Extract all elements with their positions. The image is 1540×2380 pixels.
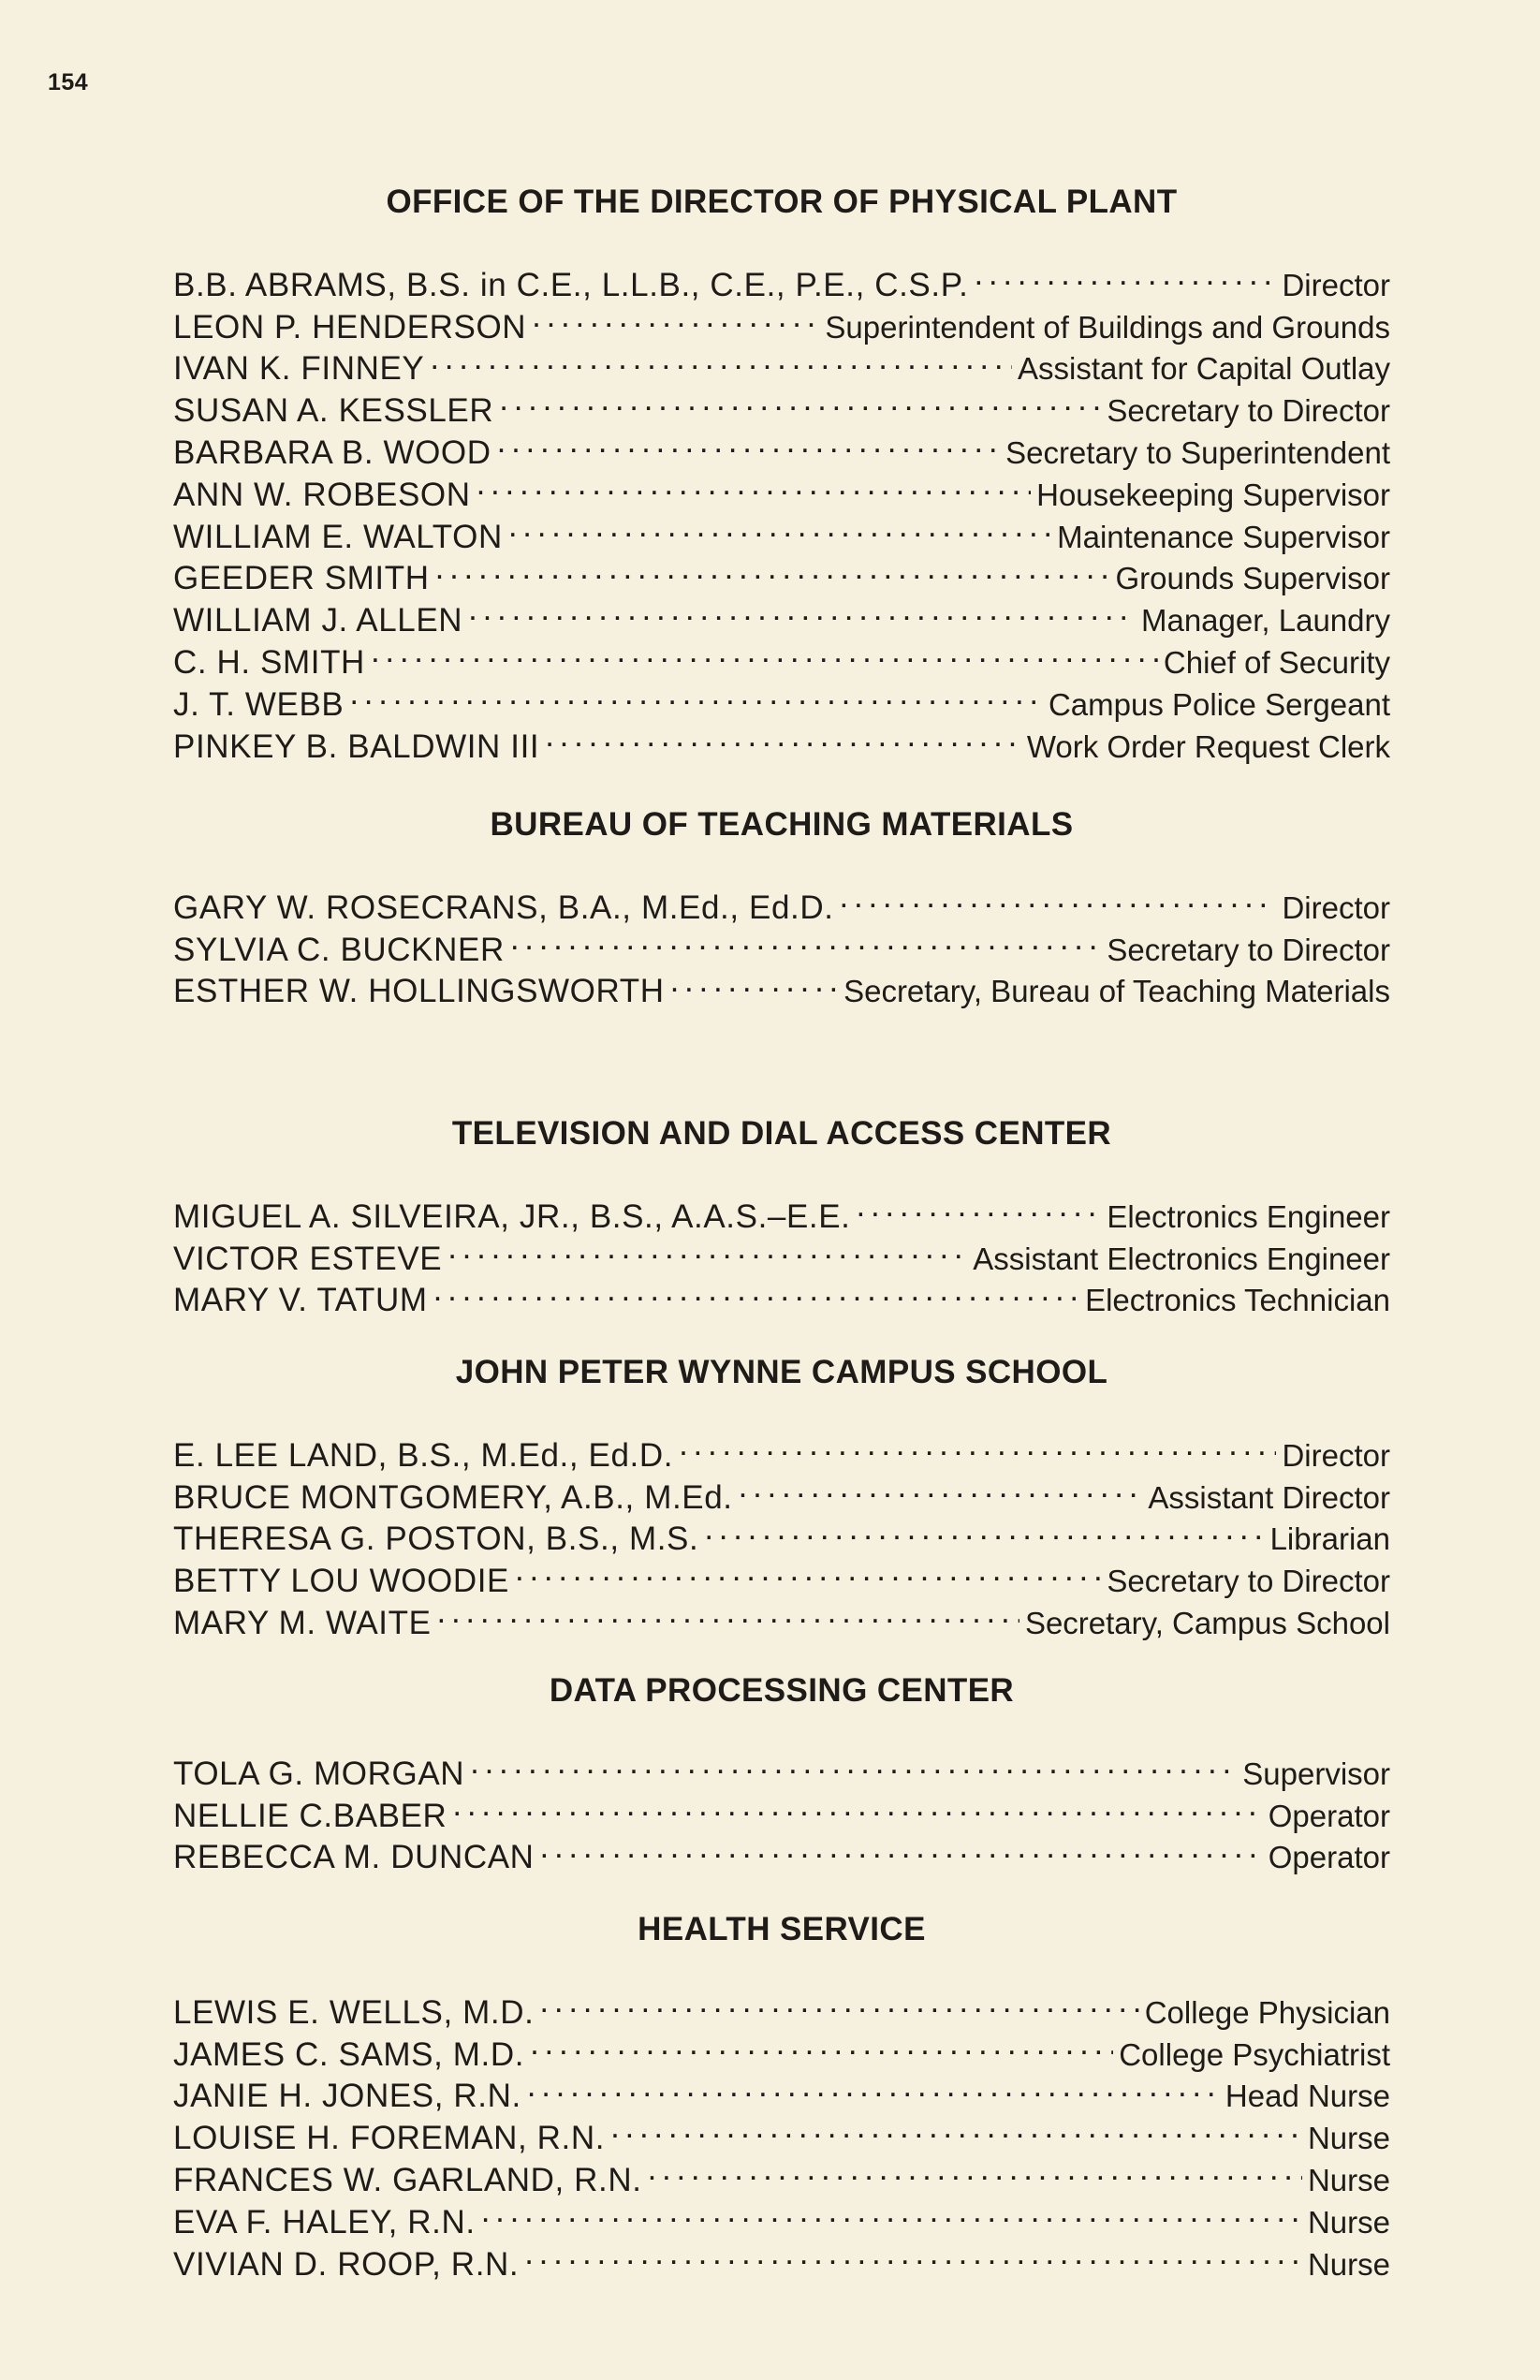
- dot-leader: [508, 506, 1051, 548]
- position-title: Operator: [1268, 1840, 1390, 1875]
- person-name: B.B. ABRAMS, B.S. in C.E., L.L.B., C.E., P.E., C.S.P.: [173, 266, 969, 303]
- person-name: ANN W. ROBESON: [173, 476, 471, 513]
- person-name: VICTOR ESTEVE: [173, 1240, 443, 1277]
- section-physical-plant: [173, 183, 1390, 765]
- person-name: MARY V. TATUM: [173, 1282, 428, 1319]
- dot-leader: [527, 2065, 1220, 2108]
- position-title: Secretary, Bureau of Teaching Materials: [843, 974, 1390, 1009]
- directory-entry: [173, 254, 1390, 303]
- person-name: GARY W. ROSECRANS, B.A., M.Ed., Ed.D.: [173, 889, 834, 926]
- person-name: JAMES C. SAMS, M.D.: [173, 2035, 525, 2073]
- person-name: J. T. WEBB: [173, 685, 345, 723]
- person-name: FRANCES W. GARLAND, R.N.: [173, 2161, 642, 2198]
- person-name: BARBARA B. WOOD: [173, 433, 491, 471]
- person-name: REBECCA M. DUNCAN: [173, 1839, 535, 1876]
- dot-leader: [470, 1742, 1237, 1785]
- dot-leader: [371, 631, 1158, 673]
- dot-leader: [545, 715, 1021, 757]
- dot-leader: [539, 1981, 1138, 2023]
- position-title: Librarian: [1269, 1521, 1390, 1557]
- position-title: College Psychiatrist: [1119, 2036, 1390, 2072]
- person-name: VIVIAN D. ROOP, R.N.: [173, 2245, 520, 2283]
- position-title: Work Order Request Clerk: [1026, 728, 1390, 764]
- person-name: IVAN K. FINNEY: [173, 350, 425, 388]
- directory-entry: [173, 876, 1390, 926]
- directory-entry: [173, 1185, 1390, 1235]
- person-name: LEON P. HENDERSON: [173, 308, 527, 345]
- person-name: NELLIE C.BABER: [173, 1797, 447, 1834]
- dot-leader: [433, 1270, 1079, 1312]
- section-television-center: [173, 1114, 1390, 1319]
- dot-leader: [739, 1466, 1143, 1508]
- person-name: SYLVIA C. BUCKNER: [173, 931, 505, 968]
- person-name: EVA F. HALEY, R.N.: [173, 2203, 476, 2240]
- dot-leader: [349, 673, 1043, 715]
- dot-leader: [610, 2107, 1302, 2149]
- dot-leader: [497, 421, 1000, 463]
- dot-leader: [670, 961, 838, 1003]
- person-name: GEEDER SMITH: [173, 560, 430, 597]
- dot-leader: [530, 2023, 1113, 2065]
- dot-leader: [452, 1785, 1262, 1827]
- position-title: Supervisor: [1242, 1756, 1390, 1791]
- position-title: Superintendent of Buildings and Grounds: [825, 309, 1390, 345]
- person-name: BRUCE MONTGOMERY, A.B., M.Ed.: [173, 1478, 733, 1516]
- position-title: Secretary to Director: [1107, 932, 1390, 967]
- entry-list: [173, 254, 1390, 765]
- position-title: Nurse: [1307, 2204, 1390, 2240]
- position-title: Chief of Security: [1163, 644, 1390, 680]
- section-title: TELEVISION AND DIAL ACCESS CENTER: [451, 1115, 1112, 1152]
- dot-leader: [447, 1227, 967, 1270]
- entry-list: [173, 1981, 1390, 2283]
- dot-leader: [435, 548, 1110, 590]
- person-name: PINKEY B. BALDWIN III: [173, 727, 540, 765]
- section-data-processing: [173, 1671, 1390, 1876]
- position-title: Secretary to Superintendent: [1005, 434, 1390, 470]
- position-title: Campus Police Sergeant: [1048, 686, 1390, 722]
- position-title: Secretary to Director: [1107, 393, 1390, 429]
- person-name: SUSAN A. KESSLER: [173, 392, 494, 430]
- section-title: DATA PROCESSING CENTER: [549, 1672, 1015, 1709]
- position-title: Housekeeping Supervisor: [1036, 477, 1390, 512]
- dot-leader: [679, 1424, 1276, 1466]
- entry-list: [173, 1424, 1390, 1641]
- person-name: LOUISE H. FOREMAN, R.N.: [173, 2120, 606, 2157]
- section-health-service: [173, 1910, 1390, 2283]
- section-title: BUREAU OF TEACHING MATERIALS: [490, 806, 1074, 843]
- section-teaching-materials: [173, 805, 1390, 1010]
- dot-leader: [515, 1550, 1101, 1592]
- dot-leader: [477, 463, 1032, 506]
- section-title: HEALTH SERVICE: [638, 1911, 926, 1947]
- dot-leader: [499, 379, 1101, 421]
- directory-entry: [173, 1981, 1390, 2031]
- position-title: Nurse: [1307, 2162, 1390, 2197]
- person-name: MARY M. WAITE: [173, 1604, 432, 1641]
- person-name: WILLIAM J. ALLEN: [173, 602, 463, 639]
- person-name: WILLIAM E. WALTON: [173, 518, 503, 555]
- position-title: College Physician: [1144, 1994, 1390, 2030]
- person-name: TOLA G. MORGAN: [173, 1755, 465, 1792]
- person-name: LEWIS E. WELLS, M.D.: [173, 1993, 535, 2031]
- position-title: Director: [1282, 267, 1390, 302]
- position-title: Director: [1282, 889, 1390, 925]
- entry-list: [173, 876, 1390, 1010]
- dot-leader: [468, 589, 1136, 631]
- dot-leader: [540, 1827, 1263, 1869]
- person-name: E. LEE LAND, B.S., M.Ed., Ed.D.: [173, 1436, 674, 1474]
- position-title: Secretary to Director: [1107, 1564, 1390, 1599]
- position-title: Electronics Engineer: [1107, 1198, 1390, 1234]
- position-title: Electronics Technician: [1085, 1283, 1390, 1318]
- position-title: Head Nurse: [1225, 2079, 1390, 2114]
- dot-leader: [437, 1592, 1019, 1634]
- position-title: Nurse: [1307, 2121, 1390, 2156]
- section-title: OFFICE OF THE DIRECTOR OF PHYSICAL PLANT: [386, 184, 1178, 220]
- position-title: Operator: [1268, 1798, 1390, 1833]
- position-title: Grounds Supervisor: [1115, 561, 1390, 596]
- position-title: Secretary, Campus School: [1024, 1605, 1390, 1640]
- dot-leader: [481, 2191, 1302, 2233]
- directory-entry: [173, 1424, 1390, 1474]
- directory-entry: [173, 1742, 1390, 1792]
- dot-leader: [430, 338, 1012, 380]
- dot-leader: [857, 1185, 1102, 1227]
- position-title: Assistant for Capital Outlay: [1018, 351, 1390, 387]
- position-title: Director: [1282, 1437, 1390, 1473]
- entry-list: [173, 1742, 1390, 1876]
- page-number: 154: [48, 69, 89, 95]
- person-name: BETTY LOU WOODIE: [173, 1563, 510, 1600]
- person-name: THERESA G. POSTON, B.S., M.S.: [173, 1521, 699, 1558]
- dot-leader: [648, 2149, 1302, 2191]
- person-name: JANIE H. JONES, R.N.: [173, 2078, 521, 2115]
- dot-leader: [704, 1508, 1264, 1550]
- position-title: Nurse: [1307, 2246, 1390, 2282]
- person-name: ESTHER W. HOLLINGSWORTH: [173, 973, 665, 1010]
- person-name: MIGUEL A. SILVEIRA, JR., B.S., A.A.S.–E.E.: [173, 1197, 851, 1235]
- section-campus-school: [173, 1353, 1390, 1641]
- position-title: Maintenance Supervisor: [1057, 519, 1390, 554]
- dot-leader: [840, 876, 1277, 918]
- position-title: Manager, Laundry: [1140, 603, 1390, 639]
- entry-list: [173, 1185, 1390, 1319]
- section-title: JOHN PETER WYNNE CAMPUS SCHOOL: [455, 1354, 1108, 1390]
- dot-leader: [532, 296, 819, 338]
- position-title: Assistant Director: [1148, 1479, 1390, 1515]
- position-title: Assistant Electronics Engineer: [973, 1241, 1390, 1276]
- dot-leader: [524, 2233, 1302, 2275]
- dot-leader: [974, 254, 1276, 296]
- person-name: C. H. SMITH: [173, 643, 365, 681]
- dot-leader: [510, 918, 1102, 961]
